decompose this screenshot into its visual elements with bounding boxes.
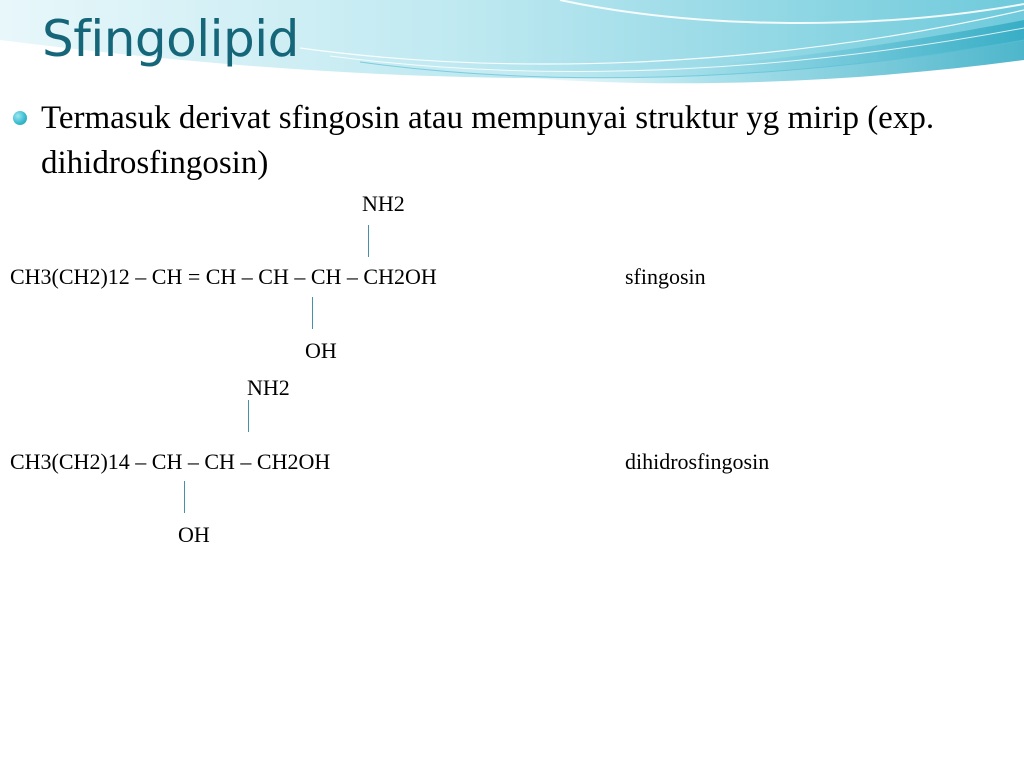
bullet-text: Termasuk derivat sfingosin atau mempunyai struktur yg mirip (exp. dihidrosfingosin) (41, 100, 935, 181)
sfingosin-hydroxyl-bond (312, 297, 313, 329)
bullet-icon (13, 111, 27, 125)
dihidrosfingosin-amine-group: NH2 (247, 375, 290, 400)
dihidrosfingosin-hydroxyl-group: OH (178, 522, 210, 547)
sfingosin-amine-group: NH2 (362, 191, 405, 216)
dihidrosfingosin-formula: CH3(CH2)14 – CH – CH – CH2OH (10, 449, 331, 474)
dihidrosfingosin-hydroxyl-bond (184, 481, 185, 513)
sfingosin-hydroxyl-group: OH (305, 338, 337, 363)
sfingosin-amine-bond (368, 225, 369, 257)
dihidrosfingosin-label: dihidrosfingosin (625, 449, 770, 474)
sfingosin-label: sfingosin (625, 264, 706, 289)
slide-title: Sfingolipid (42, 10, 299, 68)
sfingosin-formula: CH3(CH2)12 – CH = CH – CH – CH – CH2OH (10, 264, 437, 289)
dihidrosfingosin-amine-bond (248, 400, 249, 432)
